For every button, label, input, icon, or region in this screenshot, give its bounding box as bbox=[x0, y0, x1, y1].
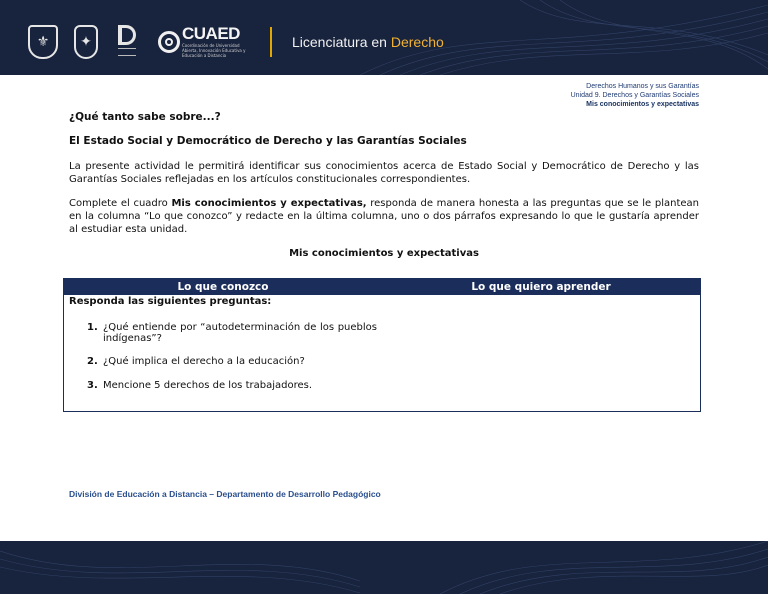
question-item bbox=[69, 322, 377, 344]
question-item bbox=[69, 356, 377, 368]
document-body bbox=[69, 111, 699, 272]
table-header-row bbox=[64, 279, 700, 295]
cuaed-logo bbox=[158, 23, 252, 58]
section-heading: ¿Qué tanto sabe sobre...? bbox=[69, 111, 221, 123]
question-item bbox=[69, 380, 377, 392]
questions-list bbox=[69, 322, 377, 392]
question-text: ¿Qué implica el derecho a la educación? bbox=[103, 356, 305, 367]
breadcrumb-unit: Unidad 9. Derechos y Garantías Sociales bbox=[570, 92, 699, 99]
footer-banner bbox=[0, 541, 768, 594]
program-title bbox=[292, 34, 444, 50]
cuaed-logo-subtitle: Coordinación de Universidad Abierta, Innovación Educativa y Educación a Distancia bbox=[182, 42, 246, 58]
footer-text: División de Educación a Distancia – Departamento de Desarrollo Pedagógico bbox=[69, 489, 381, 499]
column-header-learn: Lo que quiero aprender bbox=[471, 281, 611, 293]
table-body-row bbox=[64, 295, 700, 405]
column-header-know: Lo que conozco bbox=[177, 281, 269, 293]
header-banner bbox=[0, 0, 768, 75]
program-accent: Derecho bbox=[390, 34, 444, 50]
instructions-text-end: responda de manera honesta a las preguntas que se le plantean en la columna “Lo que conozco” y redacte en la última columna, uno o dos párrafos expresando lo que le gustaría aprender al estudiar esta unidad. bbox=[69, 198, 699, 235]
unam-logo: ⚜ bbox=[28, 25, 58, 59]
cell-learn[interactable] bbox=[382, 295, 700, 405]
instructions-emphasis: Mis conocimientos y expectativas, bbox=[171, 198, 367, 209]
table-title: Mis conocimientos y expectativas bbox=[289, 248, 479, 259]
intro-paragraph: La presente actividad le permitirá identificar sus conocimientos acerca de Estado Social y Democrático de Derecho y las Garantías Sociales reflejadas en los artículos constitucionales correspondientes. bbox=[69, 161, 699, 185]
question-text: ¿Qué entiende por “autodeterminación de los pueblos indígenas”? bbox=[103, 322, 377, 344]
question-number: 3. bbox=[87, 380, 98, 391]
questions-intro: Responda las siguientes preguntas: bbox=[69, 296, 272, 307]
question-number: 1. bbox=[87, 322, 98, 333]
instructions-text-start: Complete el cuadro bbox=[69, 198, 172, 209]
decorative-waves bbox=[0, 541, 768, 594]
cuaed-logo-text: CUAED bbox=[182, 23, 240, 43]
knowledge-table bbox=[63, 278, 701, 412]
instructions-paragraph bbox=[69, 197, 699, 236]
program-prefix: Licenciatura en bbox=[292, 34, 391, 50]
breadcrumb-course: Derechos Humanos y sus Garantías bbox=[586, 83, 699, 90]
fes-logo: ✦ bbox=[74, 25, 98, 59]
breadcrumb bbox=[571, 82, 699, 109]
question-number: 2. bbox=[87, 356, 98, 367]
cell-know bbox=[64, 295, 382, 405]
topic-heading: El Estado Social y Democrático de Derecho y las Garantías Sociales bbox=[69, 135, 467, 147]
dgire-logo bbox=[114, 25, 140, 59]
breadcrumb-activity: Mis conocimientos y expectativas bbox=[586, 101, 699, 108]
header-divider bbox=[270, 27, 272, 57]
question-text: Mencione 5 derechos de los trabajadores. bbox=[103, 380, 313, 391]
